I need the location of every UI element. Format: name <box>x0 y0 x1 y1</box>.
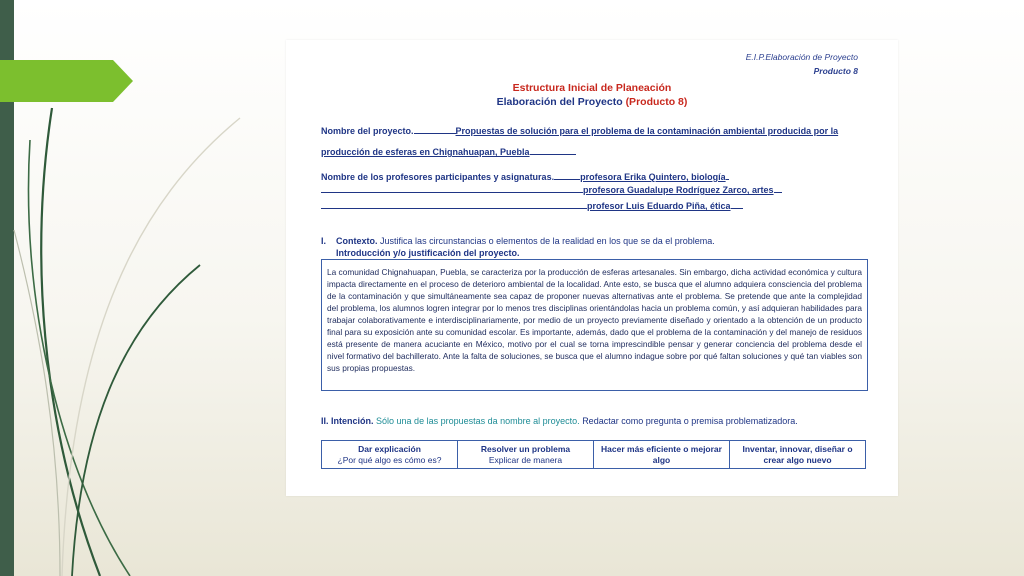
context-body-box: La comunidad Chignahuapan, Puebla, se caracteriza por la producción de esferas artesanales. Sin embargo, dicha actividad económica y cultura impacta directamente en el proceso de deterioro ambiental de la localidad. Ante esto, se busca que el alumno adquiera consciencia del problema de la contaminación y que simultáneamente sea capaz de proponer nuevas alternativas ante el problema. Se pretende que ante la complejidad del problema, los alumnos logren integrar por lo menos tres disciplinas orientándolas hacia un problema común, y así adquieran habilidades para trabajar colaborativamente e interdisciplinariamente, por medio de un proyecto previamente diseñado y orientado a la obtención de un producto final para su exposición ante su comunidad escolar. Es importante, además, dado que el problema de la contaminación y del manejo de residuos está presente de manera acuciante en México, motivo por el cual se torna imprescindible pensar y generar conciencia del problema desde el nivel formativo del bachillerato. Ante la falta de soluciones, se busca que el alumno indague sobre por qué faltan soluciones y qué tan viables son sus propias propuestas. <box>321 259 868 391</box>
teachers-label: Nombre de los profesores participantes y asignaturas. <box>321 172 555 182</box>
blank-line <box>321 199 587 209</box>
project-name-line2 <box>321 145 576 157</box>
teacher-3: profesor Luis Eduardo Piña, ética <box>587 201 731 211</box>
intention-option-improve <box>594 441 730 469</box>
teachers-line3 <box>321 199 743 211</box>
doc-code: E.I.P.Elaboración de Proyecto <box>745 52 858 62</box>
project-name-label: Nombre del proyecto. <box>321 126 414 136</box>
doc-subtitle-text: Elaboración del Proyecto <box>496 96 623 108</box>
context-numeral: I. <box>321 236 327 246</box>
option-note: ¿Por qué algo es cómo es? <box>337 454 442 465</box>
intention-label: II. Intención. <box>321 416 374 426</box>
blank-line <box>414 124 456 134</box>
option-title: Resolver un problema <box>480 443 571 454</box>
project-name-value2: producción de esferas en Chignahuapan, Puebla <box>321 147 530 157</box>
intention-teal-text: Sólo una de las propuestas da nombre al proyecto. <box>376 416 580 426</box>
option-title: Dar explicación <box>358 443 421 454</box>
teacher-1: profesora Erika Quintero, biología <box>580 172 726 182</box>
context-heading <box>321 236 715 246</box>
blank-line <box>530 145 576 155</box>
doc-subtitle-product: (Producto 8) <box>625 96 688 108</box>
context-subtitle: Introducción y/o justificación del proyecto. <box>336 248 520 258</box>
context-label: Contexto. <box>336 236 378 246</box>
blank-line <box>321 183 583 193</box>
intention-option-explain <box>322 441 458 469</box>
project-name-value1: Propuestas de solución para el problema de la contaminación ambiental producida por la <box>455 126 839 136</box>
blank-line <box>726 170 729 180</box>
intention-heading <box>321 416 798 426</box>
green-arrow-tab <box>0 60 133 102</box>
teacher-2: profesora Guadalupe Rodríguez Zarco, artes <box>583 185 774 195</box>
blank-line <box>731 199 743 209</box>
table-row <box>322 441 866 469</box>
option-title: Hacer más eficiente o mejorar algo <box>601 443 722 465</box>
option-title: Inventar, innovar, diseñar o crear algo nuevo <box>742 443 853 465</box>
intention-text: Redactar como pregunta o premisa problematizadora. <box>582 416 798 426</box>
teachers-line1 <box>321 170 729 182</box>
blank-line <box>554 170 580 180</box>
product-label: Producto 8 <box>813 66 858 76</box>
option-note: Explicar de manera <box>488 454 563 465</box>
doc-subtitle <box>286 96 898 108</box>
document-page <box>286 40 898 496</box>
context-text: Justifica las circunstancias o elementos de la realidad en los que se da el problema. <box>380 236 715 246</box>
intention-option-solve <box>458 441 594 469</box>
intention-option-invent <box>730 441 866 469</box>
intention-options-table <box>321 440 866 469</box>
doc-title: Estructura Inicial de Planeación <box>512 82 672 94</box>
blank-line <box>774 183 782 193</box>
project-name-line1 <box>321 124 838 136</box>
teachers-line2 <box>321 183 782 195</box>
